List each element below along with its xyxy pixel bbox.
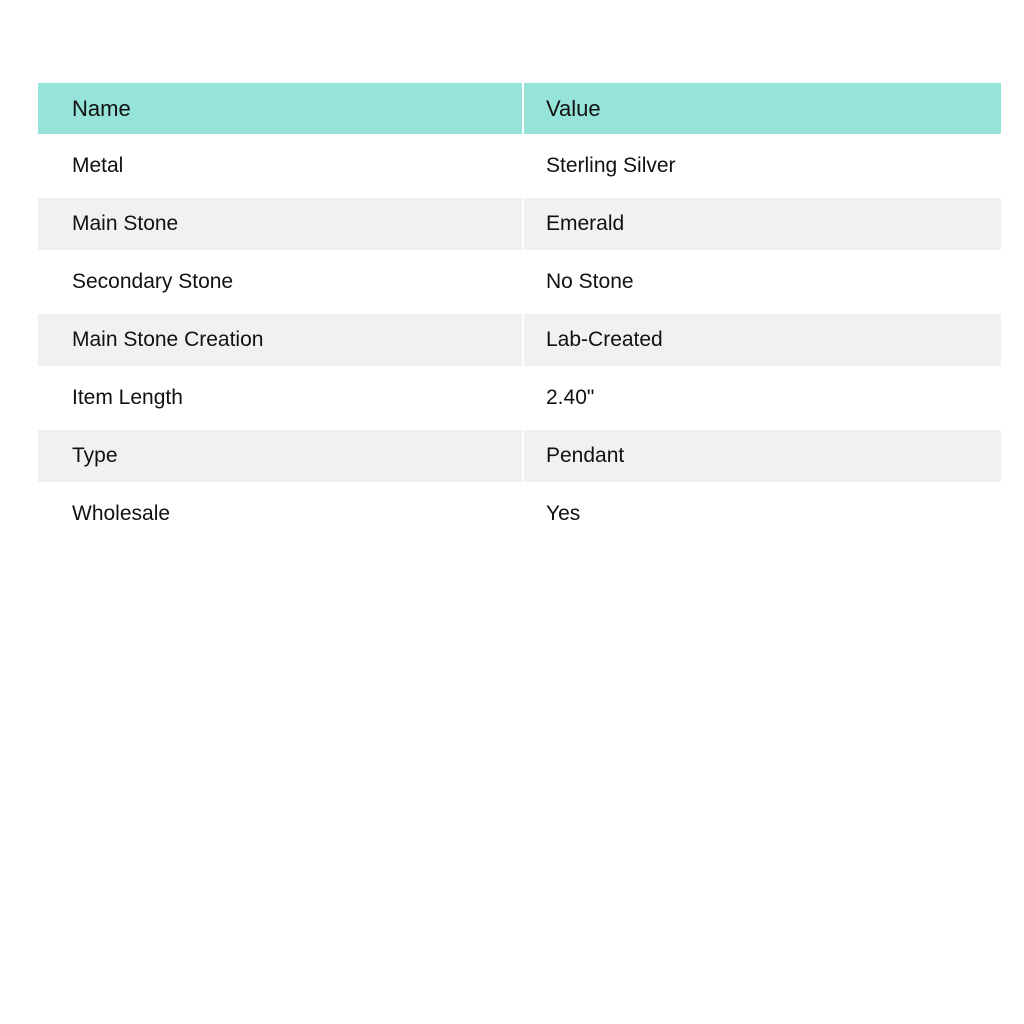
row-name-cell: Main Stone Creation [38, 314, 523, 366]
table-row [38, 482, 1001, 546]
row-name-cell: Secondary Stone [38, 250, 523, 314]
specifications-table [38, 83, 1001, 546]
table-row [38, 198, 1001, 250]
row-name-cell: Item Length [38, 366, 523, 430]
table-header-row [38, 83, 1001, 134]
column-header-name: Name [38, 83, 523, 134]
row-value-cell: No Stone [523, 250, 1001, 314]
row-value-cell: Yes [523, 482, 1001, 546]
row-value-cell: Pendant [523, 430, 1001, 482]
column-header-value: Value [523, 83, 1001, 134]
table-row [38, 430, 1001, 482]
table-row [38, 366, 1001, 430]
row-value-cell: Lab-Created [523, 314, 1001, 366]
row-name-cell: Wholesale [38, 482, 523, 546]
row-value-cell: Sterling Silver [523, 134, 1001, 198]
row-value-cell: 2.40" [523, 366, 1001, 430]
row-name-cell: Main Stone [38, 198, 523, 250]
table-row [38, 250, 1001, 314]
table-row [38, 134, 1001, 198]
row-name-cell: Metal [38, 134, 523, 198]
table-row [38, 314, 1001, 366]
row-value-cell: Emerald [523, 198, 1001, 250]
row-name-cell: Type [38, 430, 523, 482]
